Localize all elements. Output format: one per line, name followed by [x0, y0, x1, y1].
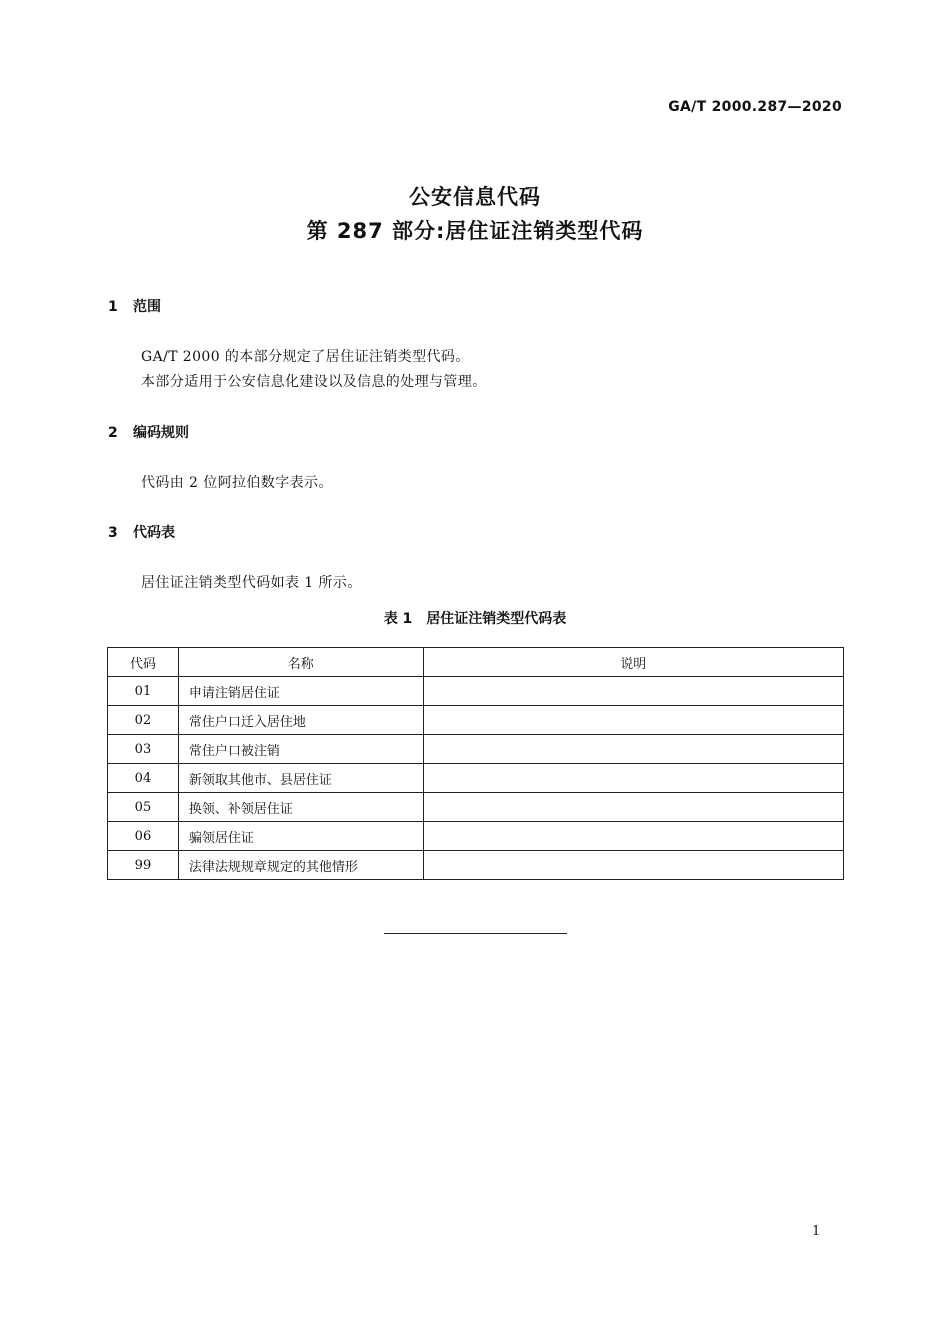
cell-name: 常住户口迁入居住地	[178, 706, 423, 735]
cell-note	[423, 793, 843, 822]
table-caption-number: 表 1	[383, 611, 413, 627]
cell-note	[423, 851, 843, 880]
header-note: 说明	[423, 648, 843, 677]
header-name: 名称	[178, 648, 423, 677]
section-heading-coding-rule	[108, 422, 189, 442]
section-number: 3	[108, 525, 118, 541]
cell-name: 法律法规规章规定的其他情形	[178, 851, 423, 880]
cell-name: 换领、补领居住证	[178, 793, 423, 822]
cell-name: 常住户口被注销	[178, 735, 423, 764]
table-header-row	[108, 648, 844, 677]
cell-note	[423, 735, 843, 764]
table-row	[108, 706, 844, 735]
end-of-document-rule	[384, 933, 567, 934]
section-heading-code-table	[108, 522, 175, 542]
table-row	[108, 793, 844, 822]
table-row	[108, 735, 844, 764]
table-row	[108, 677, 844, 706]
cell-code: 01	[108, 677, 179, 706]
standard-code: GA/T 2000.287—2020	[668, 99, 842, 115]
cell-code: 05	[108, 793, 179, 822]
scope-paragraph-1: GA/T 2000 的本部分规定了居住证注销类型代码。	[141, 349, 470, 365]
code-table-paragraph: 居住证注销类型代码如表 1 所示。	[141, 575, 362, 591]
section-heading-scope	[108, 296, 161, 316]
document-subtitle: 第 287 部分:居住证注销类型代码	[306, 219, 644, 243]
cell-code: 06	[108, 822, 179, 851]
table-row	[108, 764, 844, 793]
section-number: 1	[108, 299, 118, 315]
cell-note	[423, 764, 843, 793]
section-number: 2	[108, 425, 118, 441]
cell-code: 04	[108, 764, 179, 793]
cell-code: 03	[108, 735, 179, 764]
table-row	[108, 851, 844, 880]
cell-name: 骗领居住证	[178, 822, 423, 851]
cell-name: 新领取其他市、县居住证	[178, 764, 423, 793]
section-title: 代码表	[133, 525, 175, 541]
table-caption-title: 居住证注销类型代码表	[426, 611, 567, 627]
scope-paragraph-2: 本部分适用于公安信息化建设以及信息的处理与管理。	[141, 374, 487, 390]
table-row	[108, 822, 844, 851]
document-title: 公安信息代码	[409, 185, 541, 209]
cell-code: 99	[108, 851, 179, 880]
header-code: 代码	[108, 648, 179, 677]
cell-note	[423, 677, 843, 706]
page-number: 1	[812, 1224, 821, 1239]
table-caption	[0, 608, 950, 628]
code-table	[107, 647, 844, 880]
cell-note	[423, 822, 843, 851]
cell-name: 申请注销居住证	[178, 677, 423, 706]
cell-note	[423, 706, 843, 735]
section-title: 编码规则	[133, 425, 189, 441]
section-title: 范围	[133, 299, 161, 315]
coding-rule-paragraph: 代码由 2 位阿拉伯数字表示。	[141, 475, 333, 491]
cell-code: 02	[108, 706, 179, 735]
